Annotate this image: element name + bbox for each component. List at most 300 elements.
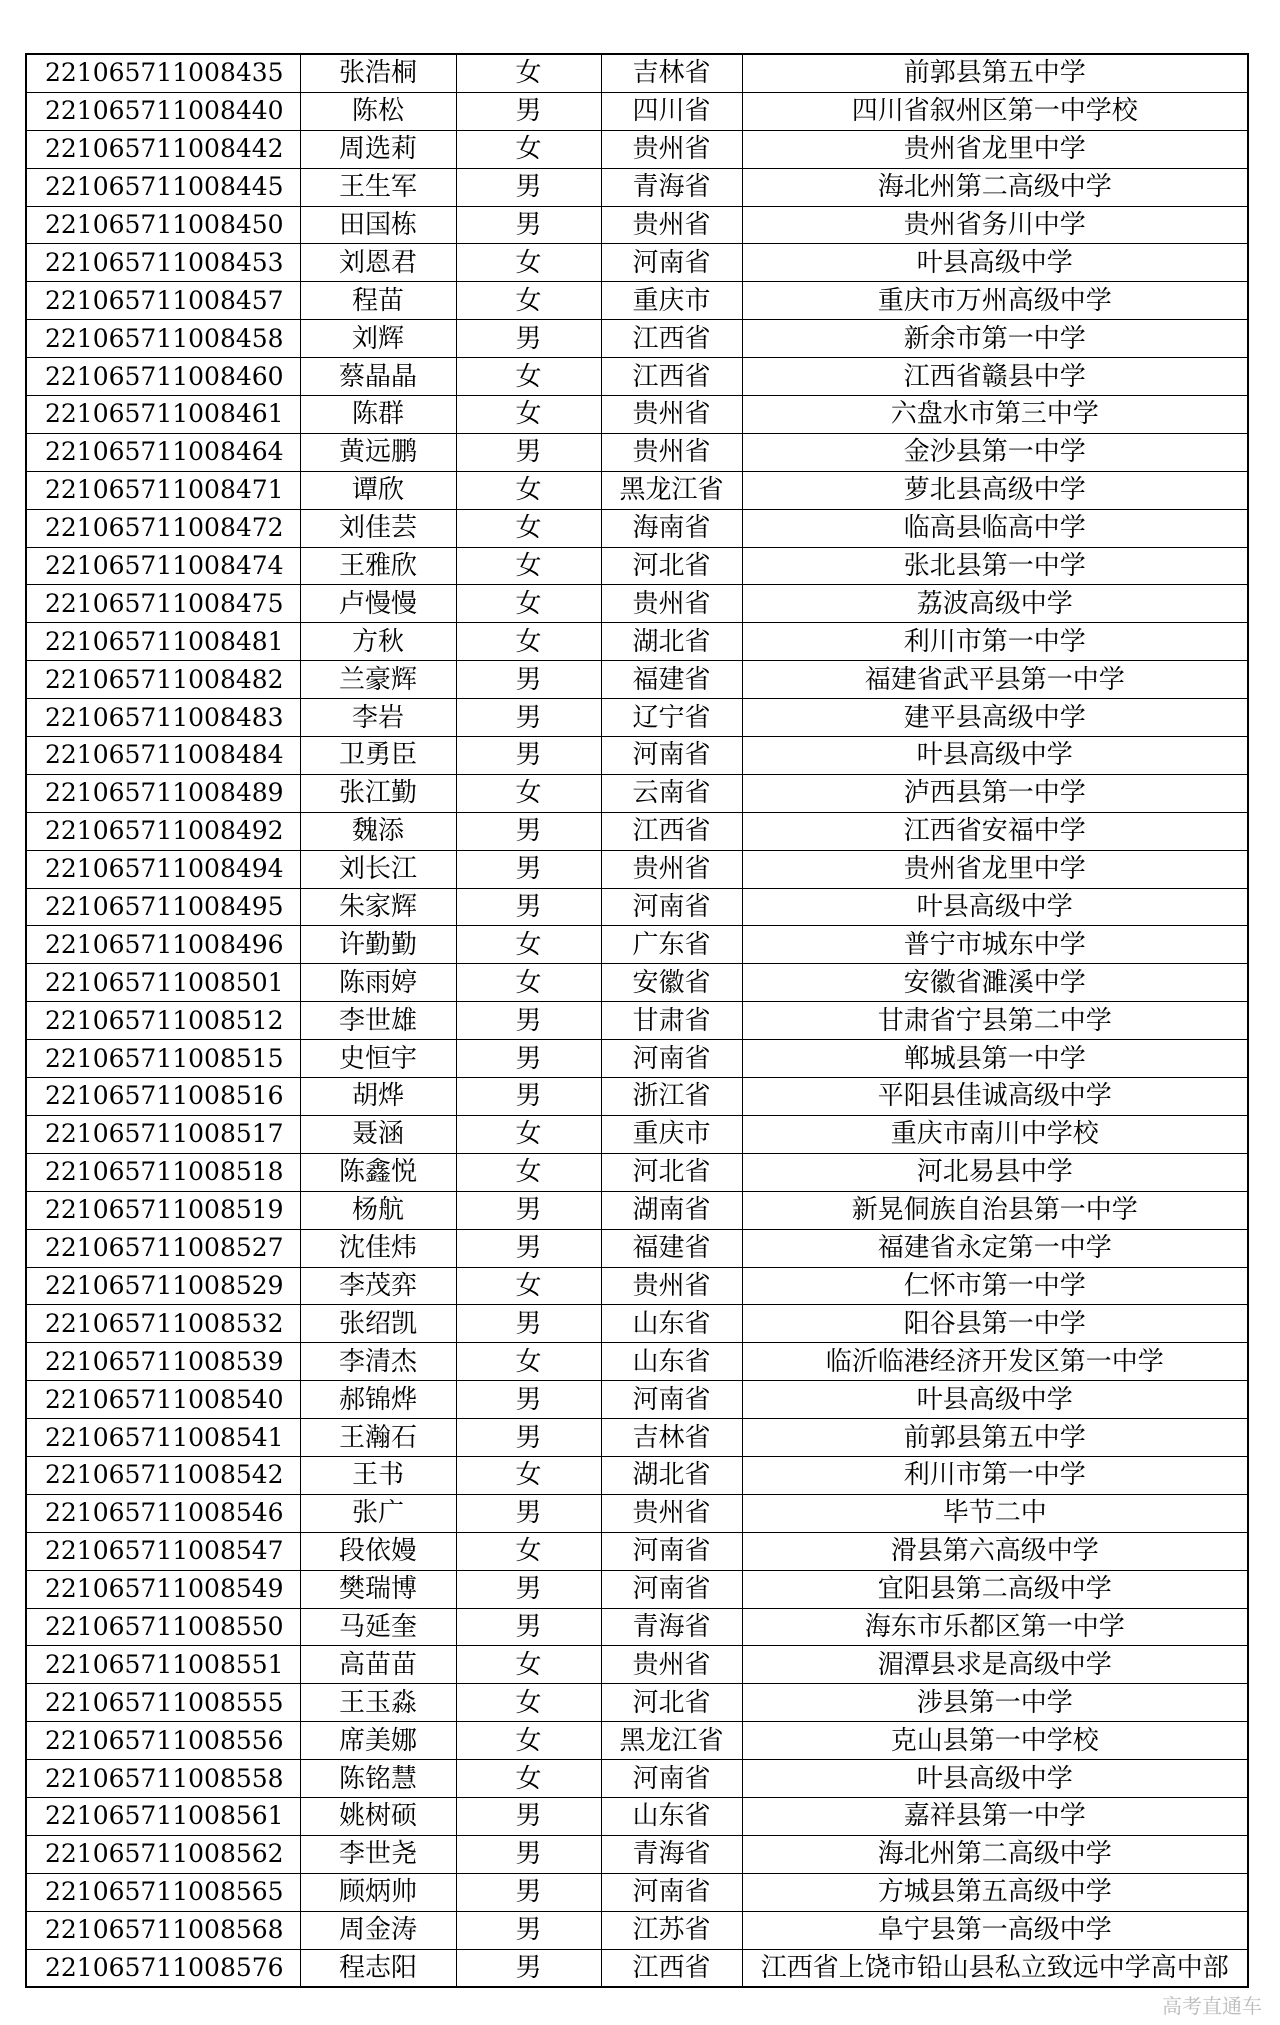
gender-cell: 男 — [456, 320, 601, 358]
admission-list-table-container — [25, 53, 1247, 1988]
watermark: 高考直通车 — [1162, 1994, 1262, 2018]
table-row — [26, 130, 1248, 168]
school-cell: 海北州第二高级中学 — [742, 168, 1248, 206]
candidate-id-cell: 221065711008474 — [26, 547, 300, 585]
gender-cell: 男 — [456, 1381, 601, 1419]
province-cell: 湖北省 — [601, 623, 742, 661]
province-cell: 贵州省 — [601, 850, 742, 888]
school-cell: 贵州省龙里中学 — [742, 130, 1248, 168]
gender-cell: 女 — [456, 623, 601, 661]
school-cell: 贵州省务川中学 — [742, 206, 1248, 244]
name-cell: 顾炳帅 — [300, 1873, 456, 1911]
province-cell: 贵州省 — [601, 1267, 742, 1305]
table-row — [26, 1911, 1248, 1949]
candidate-id-cell: 221065711008540 — [26, 1381, 300, 1419]
gender-cell: 男 — [456, 661, 601, 699]
school-cell: 叶县高级中学 — [742, 1381, 1248, 1419]
candidate-id-cell: 221065711008461 — [26, 396, 300, 434]
province-cell: 河北省 — [601, 547, 742, 585]
table-row — [26, 926, 1248, 964]
candidate-id-cell: 221065711008519 — [26, 1191, 300, 1229]
province-cell: 河南省 — [601, 1873, 742, 1911]
school-cell: 安徽省濉溪中学 — [742, 964, 1248, 1002]
province-cell: 河南省 — [601, 1381, 742, 1419]
gender-cell: 女 — [456, 130, 601, 168]
name-cell: 王瀚石 — [300, 1419, 456, 1457]
name-cell: 朱家辉 — [300, 888, 456, 926]
gender-cell: 女 — [456, 964, 601, 1002]
gender-cell: 男 — [456, 433, 601, 471]
school-cell: 仁怀市第一中学 — [742, 1267, 1248, 1305]
province-cell: 贵州省 — [601, 396, 742, 434]
candidate-id-cell: 221065711008458 — [26, 320, 300, 358]
candidate-id-cell: 221065711008547 — [26, 1532, 300, 1570]
name-cell: 黄远鹏 — [300, 433, 456, 471]
province-cell: 湖北省 — [601, 1456, 742, 1494]
table-row — [26, 661, 1248, 699]
province-cell: 甘肃省 — [601, 1002, 742, 1040]
table-body — [26, 54, 1248, 1987]
table-row — [26, 1835, 1248, 1873]
candidate-id-cell: 221065711008464 — [26, 433, 300, 471]
school-cell: 湄潭县求是高级中学 — [742, 1646, 1248, 1684]
province-cell: 广东省 — [601, 926, 742, 964]
gender-cell: 男 — [456, 1911, 601, 1949]
gender-cell: 女 — [456, 396, 601, 434]
table-row — [26, 1797, 1248, 1835]
school-cell: 方城县第五高级中学 — [742, 1873, 1248, 1911]
table-row — [26, 1646, 1248, 1684]
candidate-id-cell: 221065711008450 — [26, 206, 300, 244]
candidate-id-cell: 221065711008558 — [26, 1760, 300, 1798]
name-cell: 魏添 — [300, 812, 456, 850]
gender-cell: 女 — [456, 509, 601, 547]
province-cell: 福建省 — [601, 1229, 742, 1267]
table-row — [26, 1532, 1248, 1570]
name-cell: 席美娜 — [300, 1722, 456, 1760]
candidate-id-cell: 221065711008568 — [26, 1911, 300, 1949]
candidate-id-cell: 221065711008551 — [26, 1646, 300, 1684]
admission-list-table — [25, 53, 1249, 1988]
gender-cell: 男 — [456, 850, 601, 888]
table-row — [26, 623, 1248, 661]
candidate-id-cell: 221065711008561 — [26, 1797, 300, 1835]
province-cell: 河南省 — [601, 888, 742, 926]
name-cell: 陈群 — [300, 396, 456, 434]
province-cell: 江苏省 — [601, 1911, 742, 1949]
school-cell: 毕节二中 — [742, 1494, 1248, 1532]
table-row — [26, 1570, 1248, 1608]
table-row — [26, 1873, 1248, 1911]
gender-cell: 男 — [456, 812, 601, 850]
name-cell: 李世雄 — [300, 1002, 456, 1040]
candidate-id-cell: 221065711008481 — [26, 623, 300, 661]
name-cell: 周金涛 — [300, 1911, 456, 1949]
school-cell: 新晃侗族自治县第一中学 — [742, 1191, 1248, 1229]
gender-cell: 女 — [456, 471, 601, 509]
gender-cell: 女 — [456, 1456, 601, 1494]
name-cell: 卫勇臣 — [300, 737, 456, 775]
name-cell: 高苗苗 — [300, 1646, 456, 1684]
province-cell: 江西省 — [601, 320, 742, 358]
table-row — [26, 1343, 1248, 1381]
province-cell: 贵州省 — [601, 1494, 742, 1532]
gender-cell: 男 — [456, 1040, 601, 1078]
table-row — [26, 1267, 1248, 1305]
candidate-id-cell: 221065711008576 — [26, 1949, 300, 1987]
name-cell: 张江勤 — [300, 774, 456, 812]
table-row — [26, 547, 1248, 585]
candidate-id-cell: 221065711008445 — [26, 168, 300, 206]
candidate-id-cell: 221065711008496 — [26, 926, 300, 964]
school-cell: 平阳县佳诚高级中学 — [742, 1078, 1248, 1116]
school-cell: 宜阳县第二高级中学 — [742, 1570, 1248, 1608]
province-cell: 江西省 — [601, 812, 742, 850]
school-cell: 涉县第一中学 — [742, 1684, 1248, 1722]
name-cell: 郝锦烨 — [300, 1381, 456, 1419]
school-cell: 前郭县第五中学 — [742, 54, 1248, 92]
candidate-id-cell: 221065711008472 — [26, 509, 300, 547]
candidate-id-cell: 221065711008516 — [26, 1078, 300, 1116]
school-cell: 重庆市南川中学校 — [742, 1115, 1248, 1153]
table-row — [26, 92, 1248, 130]
gender-cell: 男 — [456, 1873, 601, 1911]
candidate-id-cell: 221065711008483 — [26, 699, 300, 737]
name-cell: 史恒宇 — [300, 1040, 456, 1078]
name-cell: 田国栋 — [300, 206, 456, 244]
table-row — [26, 396, 1248, 434]
name-cell: 李岩 — [300, 699, 456, 737]
province-cell: 山东省 — [601, 1797, 742, 1835]
candidate-id-cell: 221065711008475 — [26, 585, 300, 623]
school-cell: 普宁市城东中学 — [742, 926, 1248, 964]
candidate-id-cell: 221065711008442 — [26, 130, 300, 168]
name-cell: 李茂弈 — [300, 1267, 456, 1305]
table-row — [26, 1115, 1248, 1153]
table-row — [26, 1002, 1248, 1040]
province-cell: 安徽省 — [601, 964, 742, 1002]
table-row — [26, 1153, 1248, 1191]
name-cell: 陈鑫悦 — [300, 1153, 456, 1191]
table-row — [26, 585, 1248, 623]
table-row — [26, 1608, 1248, 1646]
school-cell: 福建省永定第一中学 — [742, 1229, 1248, 1267]
province-cell: 贵州省 — [601, 130, 742, 168]
school-cell: 叶县高级中学 — [742, 888, 1248, 926]
candidate-id-cell: 221065711008512 — [26, 1002, 300, 1040]
school-cell: 克山县第一中学校 — [742, 1722, 1248, 1760]
province-cell: 云南省 — [601, 774, 742, 812]
name-cell: 周选莉 — [300, 130, 456, 168]
province-cell: 江西省 — [601, 1949, 742, 1987]
gender-cell: 男 — [456, 1305, 601, 1343]
province-cell: 山东省 — [601, 1343, 742, 1381]
province-cell: 吉林省 — [601, 1419, 742, 1457]
name-cell: 陈松 — [300, 92, 456, 130]
gender-cell: 男 — [456, 1078, 601, 1116]
gender-cell: 女 — [456, 1343, 601, 1381]
school-cell: 萝北县高级中学 — [742, 471, 1248, 509]
candidate-id-cell: 221065711008495 — [26, 888, 300, 926]
candidate-id-cell: 221065711008515 — [26, 1040, 300, 1078]
school-cell: 贵州省龙里中学 — [742, 850, 1248, 888]
gender-cell: 女 — [456, 1722, 601, 1760]
province-cell: 四川省 — [601, 92, 742, 130]
province-cell: 辽宁省 — [601, 699, 742, 737]
school-cell: 江西省赣县中学 — [742, 358, 1248, 396]
province-cell: 青海省 — [601, 168, 742, 206]
table-row — [26, 1494, 1248, 1532]
school-cell: 叶县高级中学 — [742, 737, 1248, 775]
school-cell: 泸西县第一中学 — [742, 774, 1248, 812]
name-cell: 刘佳芸 — [300, 509, 456, 547]
table-row — [26, 433, 1248, 471]
school-cell: 金沙县第一中学 — [742, 433, 1248, 471]
table-row — [26, 1419, 1248, 1457]
school-cell: 甘肃省宁县第二中学 — [742, 1002, 1248, 1040]
gender-cell: 男 — [456, 168, 601, 206]
name-cell: 方秋 — [300, 623, 456, 661]
province-cell: 河南省 — [601, 1532, 742, 1570]
name-cell: 姚树硕 — [300, 1797, 456, 1835]
name-cell: 刘恩君 — [300, 244, 456, 282]
name-cell: 谭欣 — [300, 471, 456, 509]
table-row — [26, 1722, 1248, 1760]
school-cell: 新余市第一中学 — [742, 320, 1248, 358]
name-cell: 王雅欣 — [300, 547, 456, 585]
candidate-id-cell: 221065711008453 — [26, 244, 300, 282]
gender-cell: 男 — [456, 737, 601, 775]
table-row — [26, 812, 1248, 850]
province-cell: 湖南省 — [601, 1191, 742, 1229]
gender-cell: 男 — [456, 1608, 601, 1646]
school-cell: 临高县临高中学 — [742, 509, 1248, 547]
school-cell: 四川省叙州区第一中学校 — [742, 92, 1248, 130]
gender-cell: 男 — [456, 1494, 601, 1532]
name-cell: 兰豪辉 — [300, 661, 456, 699]
name-cell: 程苗 — [300, 282, 456, 320]
school-cell: 六盘水市第三中学 — [742, 396, 1248, 434]
name-cell: 李清杰 — [300, 1343, 456, 1381]
gender-cell: 女 — [456, 1153, 601, 1191]
school-cell: 江西省上饶市铅山县私立致远中学高中部 — [742, 1949, 1248, 1987]
province-cell: 黑龙江省 — [601, 1722, 742, 1760]
table-row — [26, 1078, 1248, 1116]
name-cell: 刘辉 — [300, 320, 456, 358]
province-cell: 海南省 — [601, 509, 742, 547]
province-cell: 河南省 — [601, 1760, 742, 1798]
gender-cell: 女 — [456, 358, 601, 396]
table-row — [26, 509, 1248, 547]
table-row — [26, 358, 1248, 396]
table-row — [26, 699, 1248, 737]
gender-cell: 男 — [456, 699, 601, 737]
name-cell: 马延奎 — [300, 1608, 456, 1646]
table-row — [26, 244, 1248, 282]
province-cell: 青海省 — [601, 1835, 742, 1873]
gender-cell: 男 — [456, 1002, 601, 1040]
table-row — [26, 54, 1248, 92]
name-cell: 王生军 — [300, 168, 456, 206]
candidate-id-cell: 221065711008562 — [26, 1835, 300, 1873]
province-cell: 福建省 — [601, 661, 742, 699]
province-cell: 贵州省 — [601, 1646, 742, 1684]
name-cell: 王玉淼 — [300, 1684, 456, 1722]
province-cell: 重庆市 — [601, 282, 742, 320]
name-cell: 刘长江 — [300, 850, 456, 888]
school-cell: 建平县高级中学 — [742, 699, 1248, 737]
name-cell: 李世尧 — [300, 1835, 456, 1873]
table-row — [26, 964, 1248, 1002]
gender-cell: 男 — [456, 1419, 601, 1457]
name-cell: 沈佳炜 — [300, 1229, 456, 1267]
province-cell: 吉林省 — [601, 54, 742, 92]
name-cell: 陈铭慧 — [300, 1760, 456, 1798]
school-cell: 重庆市万州高级中学 — [742, 282, 1248, 320]
province-cell: 重庆市 — [601, 1115, 742, 1153]
candidate-id-cell: 221065711008482 — [26, 661, 300, 699]
school-cell: 利川市第一中学 — [742, 623, 1248, 661]
gender-cell: 男 — [456, 1797, 601, 1835]
table-row — [26, 1381, 1248, 1419]
name-cell: 张浩桐 — [300, 54, 456, 92]
table-row — [26, 1684, 1248, 1722]
school-cell: 福建省武平县第一中学 — [742, 661, 1248, 699]
gender-cell: 女 — [456, 244, 601, 282]
table-row — [26, 1040, 1248, 1078]
candidate-id-cell: 221065711008494 — [26, 850, 300, 888]
gender-cell: 女 — [456, 585, 601, 623]
province-cell: 河南省 — [601, 244, 742, 282]
name-cell: 段依嫚 — [300, 1532, 456, 1570]
candidate-id-cell: 221065711008460 — [26, 358, 300, 396]
gender-cell: 男 — [456, 1570, 601, 1608]
name-cell: 樊瑞博 — [300, 1570, 456, 1608]
table-row — [26, 1305, 1248, 1343]
gender-cell: 男 — [456, 1229, 601, 1267]
name-cell: 张广 — [300, 1494, 456, 1532]
name-cell: 程志阳 — [300, 1949, 456, 1987]
table-row — [26, 471, 1248, 509]
candidate-id-cell: 221065711008527 — [26, 1229, 300, 1267]
school-cell: 河北易县中学 — [742, 1153, 1248, 1191]
table-row — [26, 850, 1248, 888]
table-row — [26, 888, 1248, 926]
school-cell: 滑县第六高级中学 — [742, 1532, 1248, 1570]
province-cell: 河南省 — [601, 1040, 742, 1078]
name-cell: 张绍凯 — [300, 1305, 456, 1343]
province-cell: 河北省 — [601, 1684, 742, 1722]
table-row — [26, 1456, 1248, 1494]
school-cell: 海北州第二高级中学 — [742, 1835, 1248, 1873]
province-cell: 河南省 — [601, 1570, 742, 1608]
school-cell: 前郭县第五中学 — [742, 1419, 1248, 1457]
table-row — [26, 1760, 1248, 1798]
name-cell: 蔡晶晶 — [300, 358, 456, 396]
candidate-id-cell: 221065711008555 — [26, 1684, 300, 1722]
table-row — [26, 206, 1248, 244]
school-cell: 郸城县第一中学 — [742, 1040, 1248, 1078]
candidate-id-cell: 221065711008484 — [26, 737, 300, 775]
candidate-id-cell: 221065711008471 — [26, 471, 300, 509]
table-row — [26, 1191, 1248, 1229]
gender-cell: 女 — [456, 1115, 601, 1153]
candidate-id-cell: 221065711008501 — [26, 964, 300, 1002]
name-cell: 聂涵 — [300, 1115, 456, 1153]
province-cell: 贵州省 — [601, 433, 742, 471]
gender-cell: 男 — [456, 1949, 601, 1987]
candidate-id-cell: 221065711008457 — [26, 282, 300, 320]
gender-cell: 女 — [456, 1684, 601, 1722]
gender-cell: 女 — [456, 282, 601, 320]
candidate-id-cell: 221065711008440 — [26, 92, 300, 130]
gender-cell: 男 — [456, 92, 601, 130]
province-cell: 山东省 — [601, 1305, 742, 1343]
school-cell: 叶县高级中学 — [742, 244, 1248, 282]
province-cell: 黑龙江省 — [601, 471, 742, 509]
candidate-id-cell: 221065711008549 — [26, 1570, 300, 1608]
candidate-id-cell: 221065711008529 — [26, 1267, 300, 1305]
table-row — [26, 168, 1248, 206]
school-cell: 荔波高级中学 — [742, 585, 1248, 623]
name-cell: 许勤勤 — [300, 926, 456, 964]
province-cell: 青海省 — [601, 1608, 742, 1646]
gender-cell: 男 — [456, 888, 601, 926]
school-cell: 海东市乐都区第一中学 — [742, 1608, 1248, 1646]
gender-cell: 男 — [456, 206, 601, 244]
candidate-id-cell: 221065711008539 — [26, 1343, 300, 1381]
table-row — [26, 320, 1248, 358]
candidate-id-cell: 221065711008546 — [26, 1494, 300, 1532]
candidate-id-cell: 221065711008489 — [26, 774, 300, 812]
province-cell: 浙江省 — [601, 1078, 742, 1116]
province-cell: 河北省 — [601, 1153, 742, 1191]
gender-cell: 男 — [456, 1191, 601, 1229]
school-cell: 叶县高级中学 — [742, 1760, 1248, 1798]
candidate-id-cell: 221065711008532 — [26, 1305, 300, 1343]
school-cell: 嘉祥县第一中学 — [742, 1797, 1248, 1835]
province-cell: 江西省 — [601, 358, 742, 396]
name-cell: 卢慢慢 — [300, 585, 456, 623]
gender-cell: 男 — [456, 1835, 601, 1873]
table-row — [26, 774, 1248, 812]
gender-cell: 女 — [456, 1646, 601, 1684]
province-cell: 贵州省 — [601, 206, 742, 244]
gender-cell: 女 — [456, 54, 601, 92]
school-cell: 临沂临港经济开发区第一中学 — [742, 1343, 1248, 1381]
name-cell: 杨航 — [300, 1191, 456, 1229]
gender-cell: 女 — [456, 1532, 601, 1570]
gender-cell: 女 — [456, 547, 601, 585]
name-cell: 陈雨婷 — [300, 964, 456, 1002]
gender-cell: 女 — [456, 1267, 601, 1305]
school-cell: 江西省安福中学 — [742, 812, 1248, 850]
school-cell: 阜宁县第一高级中学 — [742, 1911, 1248, 1949]
candidate-id-cell: 221065711008565 — [26, 1873, 300, 1911]
gender-cell: 女 — [456, 926, 601, 964]
province-cell: 贵州省 — [601, 585, 742, 623]
name-cell: 王书 — [300, 1456, 456, 1494]
candidate-id-cell: 221065711008517 — [26, 1115, 300, 1153]
province-cell: 河南省 — [601, 737, 742, 775]
candidate-id-cell: 221065711008435 — [26, 54, 300, 92]
candidate-id-cell: 221065711008542 — [26, 1456, 300, 1494]
school-cell: 利川市第一中学 — [742, 1456, 1248, 1494]
candidate-id-cell: 221065711008492 — [26, 812, 300, 850]
candidate-id-cell: 221065711008541 — [26, 1419, 300, 1457]
table-row — [26, 282, 1248, 320]
table-row — [26, 737, 1248, 775]
